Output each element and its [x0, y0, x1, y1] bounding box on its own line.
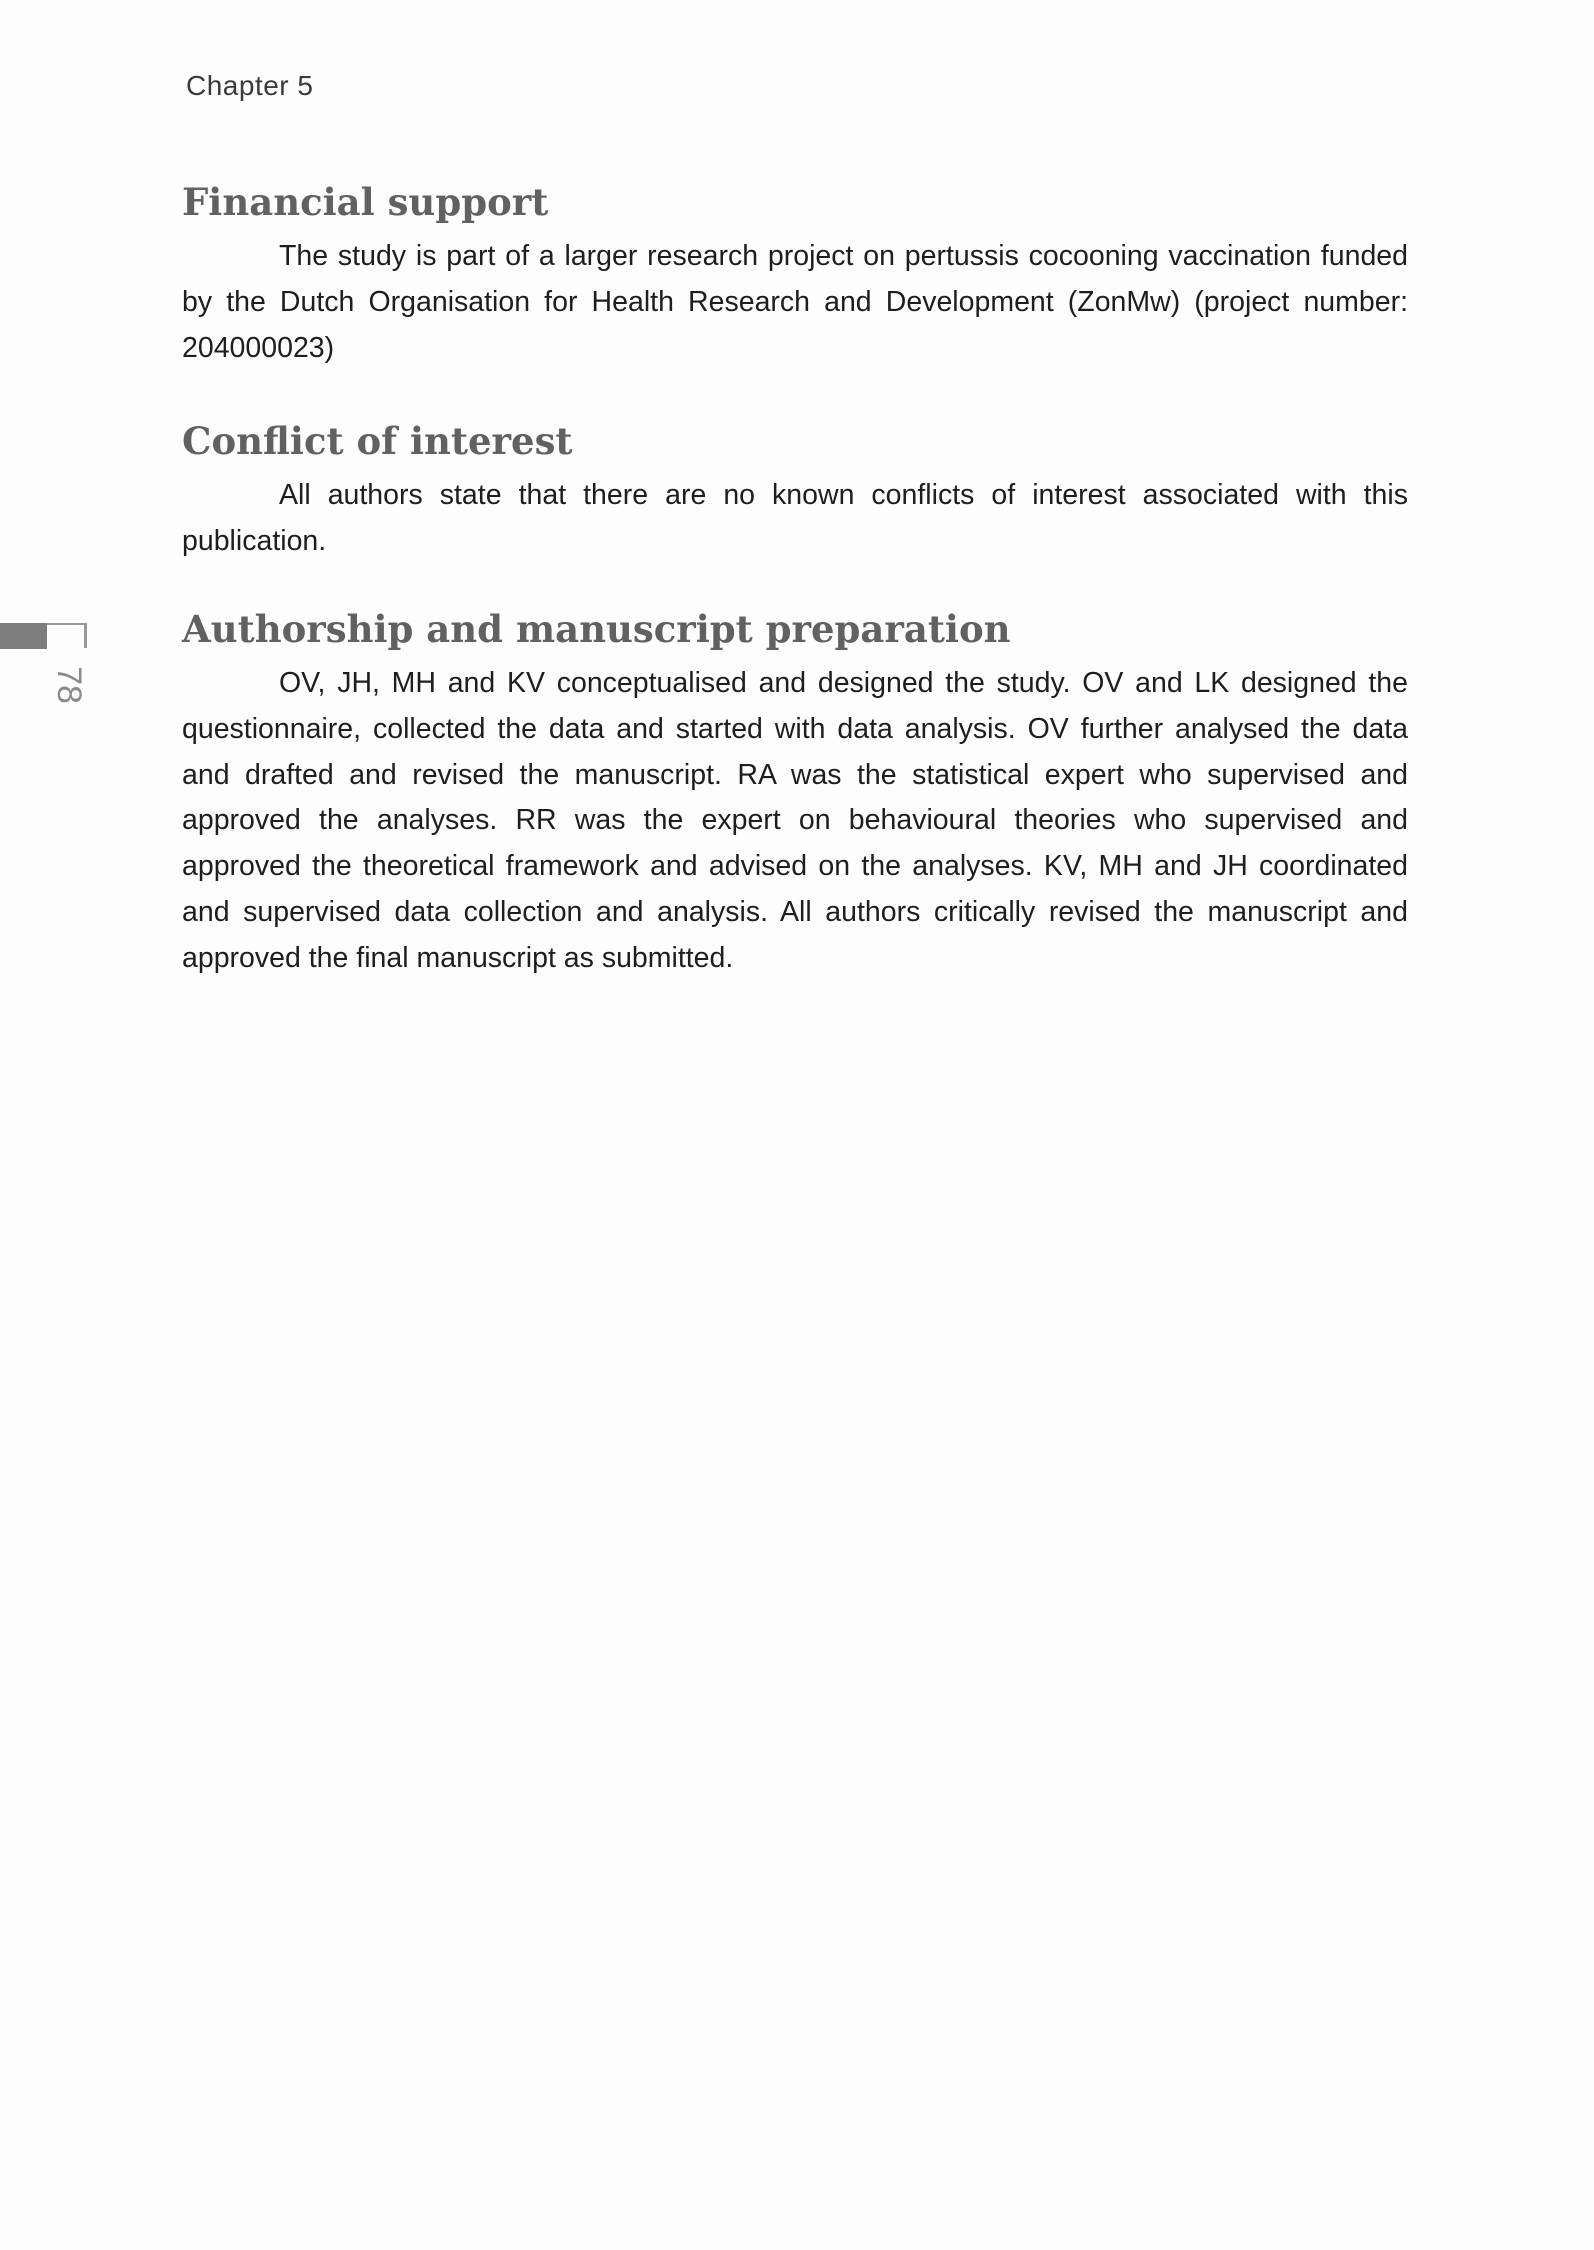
section-conflict-of-interest — [182, 411, 1408, 565]
main-content — [182, 172, 1408, 982]
section-heading: Authorship and manuscript preparation — [182, 606, 1011, 651]
section-authorship — [182, 599, 1408, 982]
page-tab-marker — [0, 623, 47, 649]
section-financial-support — [182, 172, 1408, 371]
page-tab-rule-horizontal — [47, 623, 87, 625]
running-header: Chapter 5 — [186, 70, 314, 101]
page-tab-rule-vertical — [84, 623, 87, 648]
section-heading: Financial support — [182, 180, 549, 224]
section-body: All authors state that there are no known conflicts of interest associated with this publication. — [182, 479, 1408, 558]
page-number: 78 — [50, 666, 89, 704]
section-body: OV, JH, MH and KV conceptualised and designed the study. OV and LK designed the questionnaire, collected the data and started with data analysis. OV further analysed the data and drafted and revised the manuscript. RA was the statistical expert who supervised and approved the analyses. RR was the expert on behavioural theories who supervised and approved the theoretical framework and advised on the analyses. KV, MH and JH coordinated and supervised data collection and analysis. All authors critically revised the manuscript and approved the final manuscript as submitted. — [182, 666, 1408, 974]
section-body: The study is part of a larger research project on pertussis cocooning vaccination funded by the Dutch Organisation for Health Research and Development (ZonMw) (project number: 204000023) — [182, 240, 1408, 364]
section-heading: Conflict of interest — [182, 419, 573, 464]
